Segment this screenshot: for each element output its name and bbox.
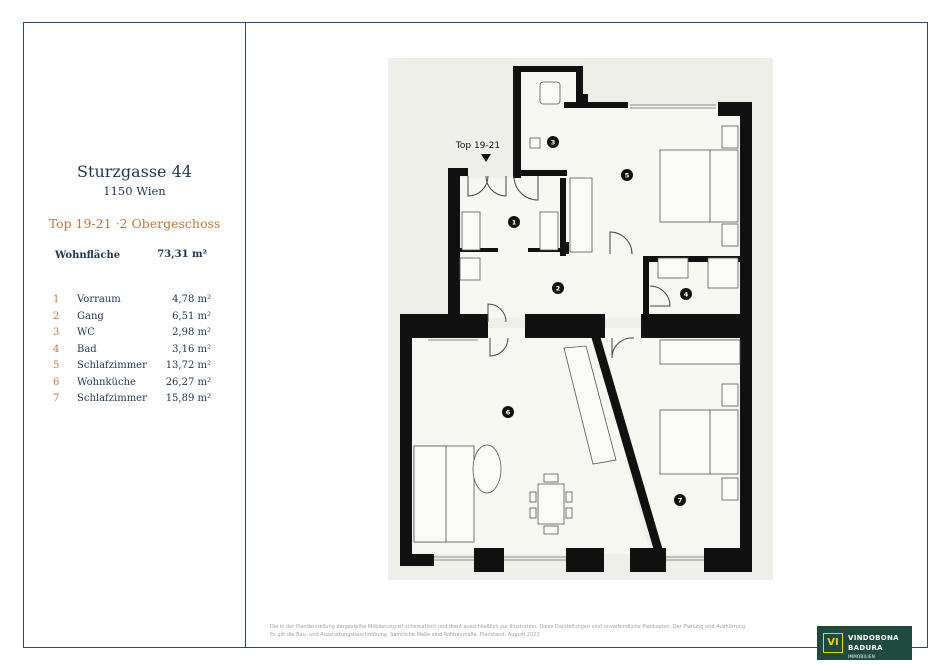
room-area: 15,89 m² [165, 393, 211, 404]
disclaimer-line-2: Es gilt die Bau- und Ausstattungsbeschreibung. Sämtliche Maße sind Rohbaumaße. Planstand: August 2022 [270, 632, 540, 638]
logo-line-1: VINDOBONA [848, 634, 899, 642]
room-marker-label: 4 [683, 290, 689, 299]
room-area: 6,51 m² [172, 310, 211, 322]
room-number: 5 [53, 360, 60, 371]
logo-line-2-main: BADURA [848, 644, 883, 652]
living-area-label: Wohnfläche [55, 250, 121, 261]
room-name: Vorraum [77, 294, 121, 305]
room-name: Wohnküche [77, 376, 136, 388]
room-area: 13,72 m² [165, 360, 211, 371]
room-name: Schlafzimmer [77, 393, 147, 404]
room-marker-label: 3 [550, 138, 556, 147]
room-number: 4 [53, 343, 60, 355]
room-number: 1 [53, 294, 60, 305]
room-name: Bad [77, 343, 97, 355]
company-logo [817, 626, 912, 660]
room-name: WC [77, 327, 95, 338]
room-area: 3,16 m² [172, 343, 211, 355]
room-number: 6 [53, 376, 60, 388]
room-marker-label: 2 [555, 284, 561, 293]
room-number: 2 [53, 310, 60, 322]
info-panel [24, 22, 245, 648]
property-address: Sturzgasse 44 [77, 162, 192, 181]
floor-plan [388, 58, 773, 580]
room-area: 2,98 m² [172, 327, 211, 338]
room-list [53, 294, 211, 410]
disclaimer [270, 623, 810, 639]
room-marker-label: 7 [677, 496, 683, 505]
disclaimer-line-1: Die in der Plandarstellung dargestellte Möblierung ist schematisch und dient ausschließlich zur Illustration. Diese Darstellungen sind unverbindliche Plankopien. Der Planung und Ausführung [270, 624, 746, 630]
logo-mark-icon: VI [823, 633, 843, 653]
entrance-label: Top 19-21 [455, 141, 501, 151]
property-city: 1150 Wien [103, 184, 166, 198]
room-name: Schlafzimmer [77, 360, 147, 371]
room-marker-label: 1 [511, 218, 517, 227]
unit-floor: Top 19-21 ·2 Obergeschoss [48, 216, 221, 231]
room-number: 3 [53, 327, 60, 338]
room-marker-label: 5 [624, 171, 630, 180]
room-row [53, 377, 211, 394]
room-area: 4,78 m² [172, 294, 211, 305]
room-row [53, 344, 211, 361]
panel-divider [245, 22, 246, 648]
room-row [53, 360, 211, 377]
room-area: 26,27 m² [165, 376, 211, 388]
room-row [53, 327, 211, 344]
logo-line-2 [848, 644, 912, 660]
room-name: Gang [77, 310, 104, 322]
logo-line-2-suffix: IMMOBILIEN [848, 654, 876, 659]
room-number: 7 [53, 393, 60, 404]
room-row [53, 393, 211, 410]
room-row [53, 311, 211, 328]
room-row [53, 294, 211, 311]
living-area-value: 73,31 m² [157, 249, 207, 260]
room-marker-label: 6 [505, 408, 511, 417]
